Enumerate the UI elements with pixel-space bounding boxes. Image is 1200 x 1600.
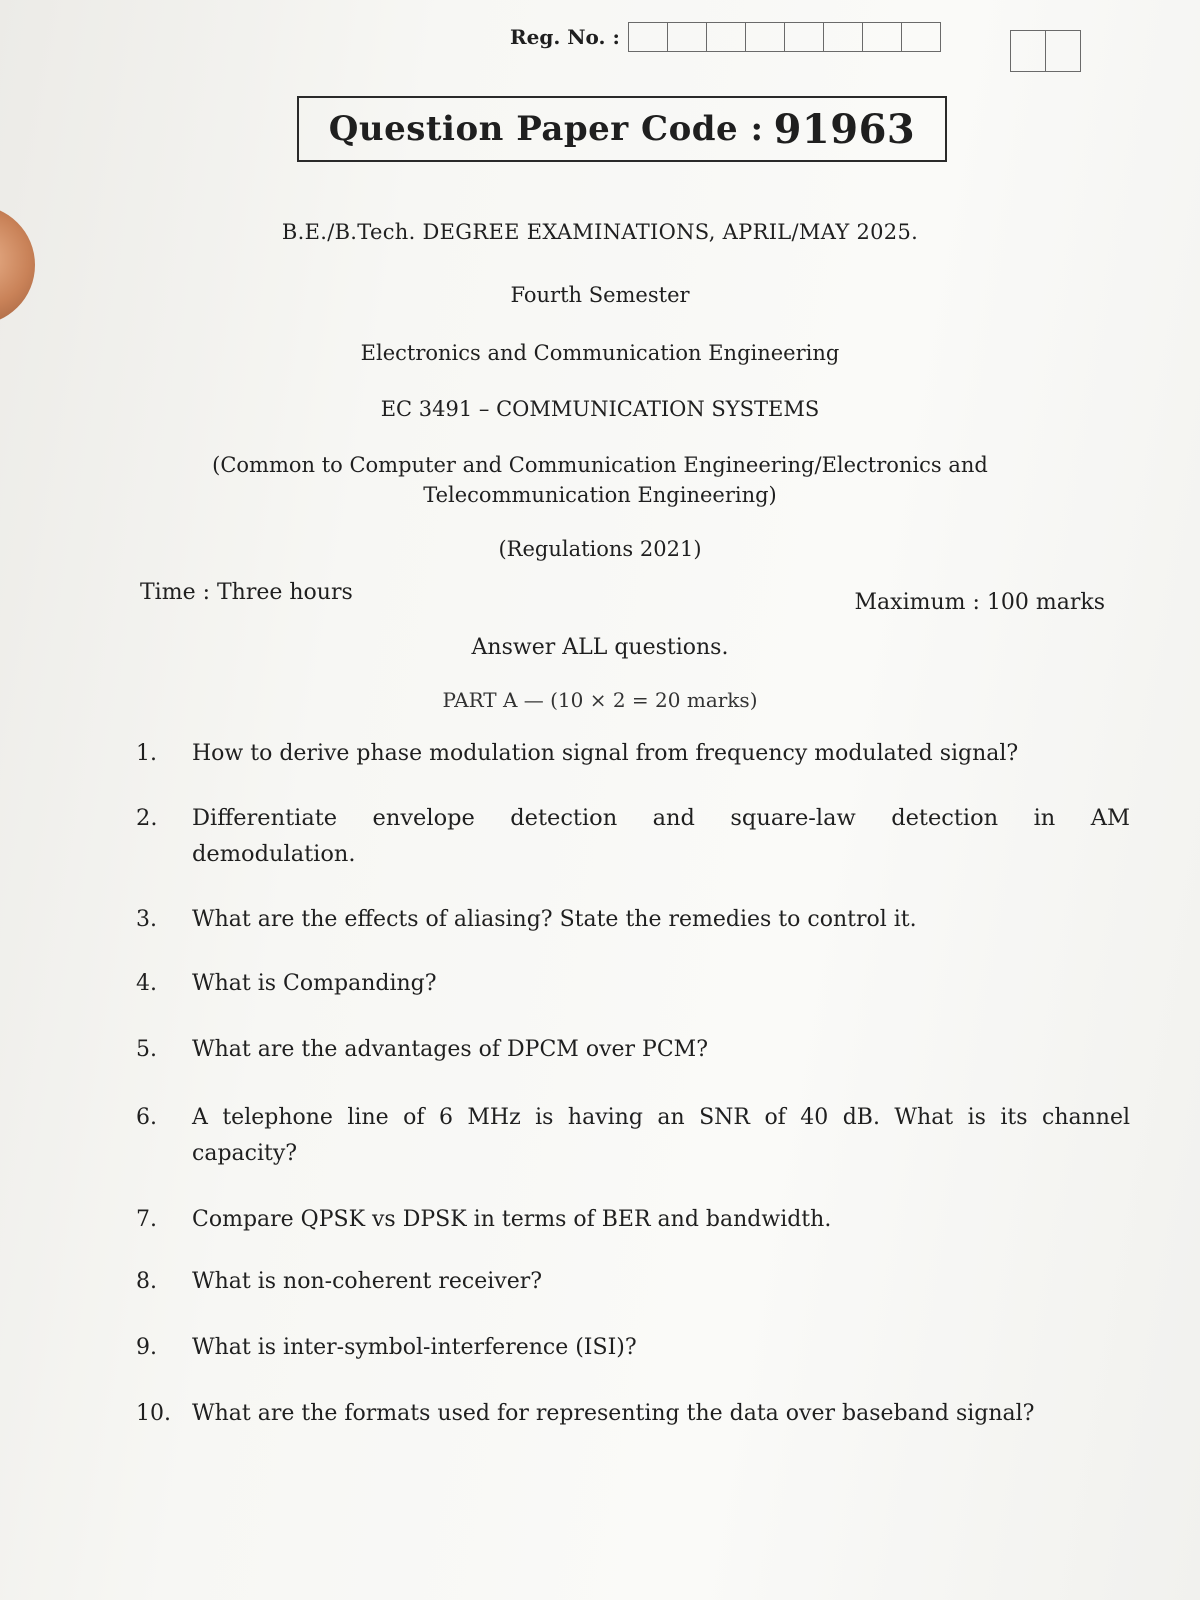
question-number: 7. [136, 1207, 157, 1232]
reg-box [667, 22, 706, 52]
reg-no-label: Reg. No. : [510, 25, 620, 49]
question-number: 3. [136, 907, 157, 932]
question-number: 4. [136, 971, 157, 996]
question-text: What are the formats used for representing the data over baseband signal? [192, 1401, 1035, 1426]
question-item [120, 800, 1130, 872]
question-item [120, 1264, 1130, 1300]
course-title: EC 3491 – COMMUNICATION SYSTEMS [380, 397, 820, 421]
reg-no-boxes [628, 22, 941, 52]
reg-box [628, 22, 667, 52]
question-text: A telephone line of 6 MHz is having an SNR of 40 dB. What is its channel capacity? [192, 1105, 1130, 1166]
code-label: Question Paper Code : [328, 109, 764, 149]
part-heading: PART A — (10 × 2 = 20 marks) [442, 688, 758, 712]
question-item [120, 902, 1130, 938]
question-number: 1. [136, 741, 157, 766]
question-number: 9. [136, 1335, 157, 1360]
semester: Fourth Semester [510, 283, 690, 307]
time-allowed: Time : Three hours [140, 580, 353, 605]
common-to-line2: Telecommunication Engineering) [423, 483, 777, 507]
question-item [120, 1330, 1130, 1366]
question-paper-code [297, 96, 947, 162]
reg-box [862, 22, 901, 52]
code-number: 91963 [773, 105, 916, 153]
degree-line: B.E./B.Tech. DEGREE EXAMINATIONS, APRIL/MAY 2025. [281, 220, 919, 244]
question-number: 8. [136, 1269, 157, 1294]
regulations: (Regulations 2021) [498, 537, 702, 561]
question-number: 2. [136, 805, 158, 831]
reg-no [510, 22, 941, 52]
question-item [120, 1396, 1130, 1432]
question-item [120, 966, 1130, 1002]
department: Electronics and Communication Engineering [360, 341, 840, 365]
maximum-marks: Maximum : 100 marks [854, 590, 1105, 615]
question-text: How to derive phase modulation signal from frequency modulated signal? [192, 741, 1019, 766]
question-item [120, 1202, 1130, 1238]
instruction: Answer ALL questions. [471, 635, 729, 660]
question-number: 5. [136, 1037, 157, 1062]
reg-box [745, 22, 784, 52]
reg-box [784, 22, 823, 52]
question-item [120, 736, 1130, 772]
question-text: Differentiate envelope detection and square-law detection in AM demodulation. [192, 805, 1130, 867]
question-item [120, 1032, 1130, 1068]
question-text: What are the effects of aliasing? State the remedies to control it. [192, 907, 917, 932]
question-text: What are the advantages of DPCM over PCM? [192, 1037, 708, 1062]
question-number: 10. [136, 1401, 171, 1426]
common-to-line1: (Common to Computer and Communication Engineering/Electronics and [212, 453, 988, 477]
reg-box [1010, 30, 1045, 72]
question-text: What is inter-symbol-interference (ISI)? [192, 1335, 637, 1360]
question-text: What is non-coherent receiver? [192, 1269, 543, 1294]
question-item [120, 1100, 1130, 1172]
question-text: What is Companding? [192, 971, 437, 996]
reg-box [1045, 30, 1081, 72]
question-text: Compare QPSK vs DPSK in terms of BER and bandwidth. [192, 1207, 832, 1232]
reg-box [901, 22, 941, 52]
reg-box [823, 22, 862, 52]
reg-box [706, 22, 745, 52]
reg-no-boxes-extra [1010, 30, 1081, 72]
question-number: 6. [136, 1105, 157, 1130]
